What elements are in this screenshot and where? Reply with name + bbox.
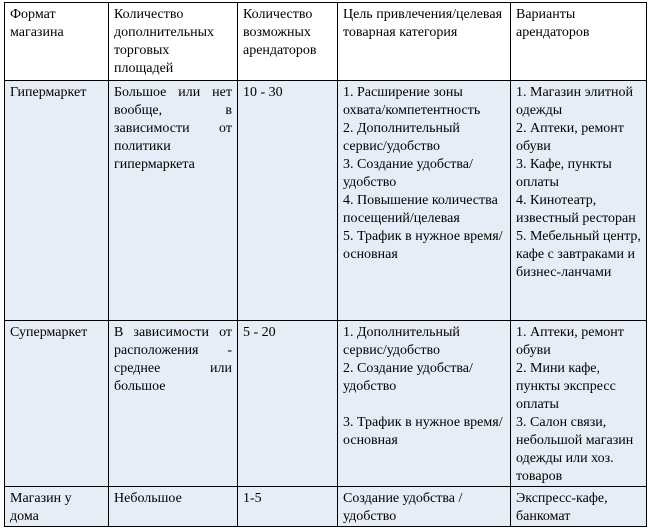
header-tenant-count: Количество возможных арендаторов (238, 3, 338, 81)
cell-goals (338, 81, 511, 321)
header-store-format: Формат магазина (5, 3, 109, 81)
retail-formats-table (4, 2, 647, 527)
header-additional-area: Количество дополнительных торговых площадей (109, 3, 238, 81)
header-tenant-options: Варианты арендаторов (511, 3, 647, 81)
cell-tenant-count: 10 - 30 (238, 81, 338, 321)
goal-item: 3. Создание удобства/удобство (343, 157, 473, 190)
table-row-supermarket (5, 321, 647, 487)
goal-item: 2. Создание удобства/удобство (343, 361, 473, 394)
goal-item: 4. Повышение количества посещений/целевая (343, 193, 498, 226)
goal-item: 3. Трафик в нужное время/основная (343, 415, 503, 448)
tenant-item: 5. Мебельный центр, кафе с завтраками и бизнес-ланчами (516, 229, 641, 280)
cell-area: Большое или нет вообще, в зависимости от политики гипермаркета (109, 81, 238, 321)
cell-tenants (511, 81, 647, 321)
cell-goals: Создание удобства / удобство (338, 487, 511, 527)
tenant-item: 2. Мини кафе, пункты экспресс оплаты (516, 361, 616, 412)
tenant-item: 1. Аптеки, ремонт обуви (516, 325, 624, 358)
goal-item: 2. Дополнительный сервис/удобство (343, 121, 460, 154)
goal-item: 1. Расширение зоны охвата/компетентность (343, 85, 481, 118)
tenant-item: 2. Аптеки, ремонт обуви (516, 121, 624, 154)
cell-tenant-count: 5 - 20 (238, 321, 338, 487)
cell-tenant-count: 1-5 (238, 487, 338, 527)
cell-goals (338, 321, 511, 487)
cell-format: Супермаркет (5, 321, 109, 487)
cell-format: Гипермаркет (5, 81, 109, 321)
goal-item: 1. Дополнительный сервис/удобство (343, 325, 460, 358)
cell-area: В зависимости от расположения - среднее или большое (109, 321, 238, 487)
header-attraction-goal: Цель привлечения/целевая товарная категория (338, 3, 511, 81)
table-header-row (5, 3, 647, 81)
tenant-item: 4. Кинотеатр, известный ресторан (516, 193, 636, 226)
cell-tenants: Экспресс-кафе, банкомат (511, 487, 647, 527)
cell-tenants (511, 321, 647, 487)
tenant-item: 3. Салон связи, небольшой магазин одежды или хоз. товаров (516, 415, 634, 484)
table-row-convenience-store (5, 487, 647, 527)
tenant-item: 3. Кафе, пункты оплаты (516, 157, 612, 190)
table-row-hypermarket (5, 81, 647, 321)
goal-item: 5. Трафик в нужное время/основная (343, 229, 503, 262)
tenant-item: 1. Магазин элитной одежды (516, 85, 633, 118)
cell-format: Магазин у дома (5, 487, 109, 527)
cell-area: Небольшое (109, 487, 238, 527)
